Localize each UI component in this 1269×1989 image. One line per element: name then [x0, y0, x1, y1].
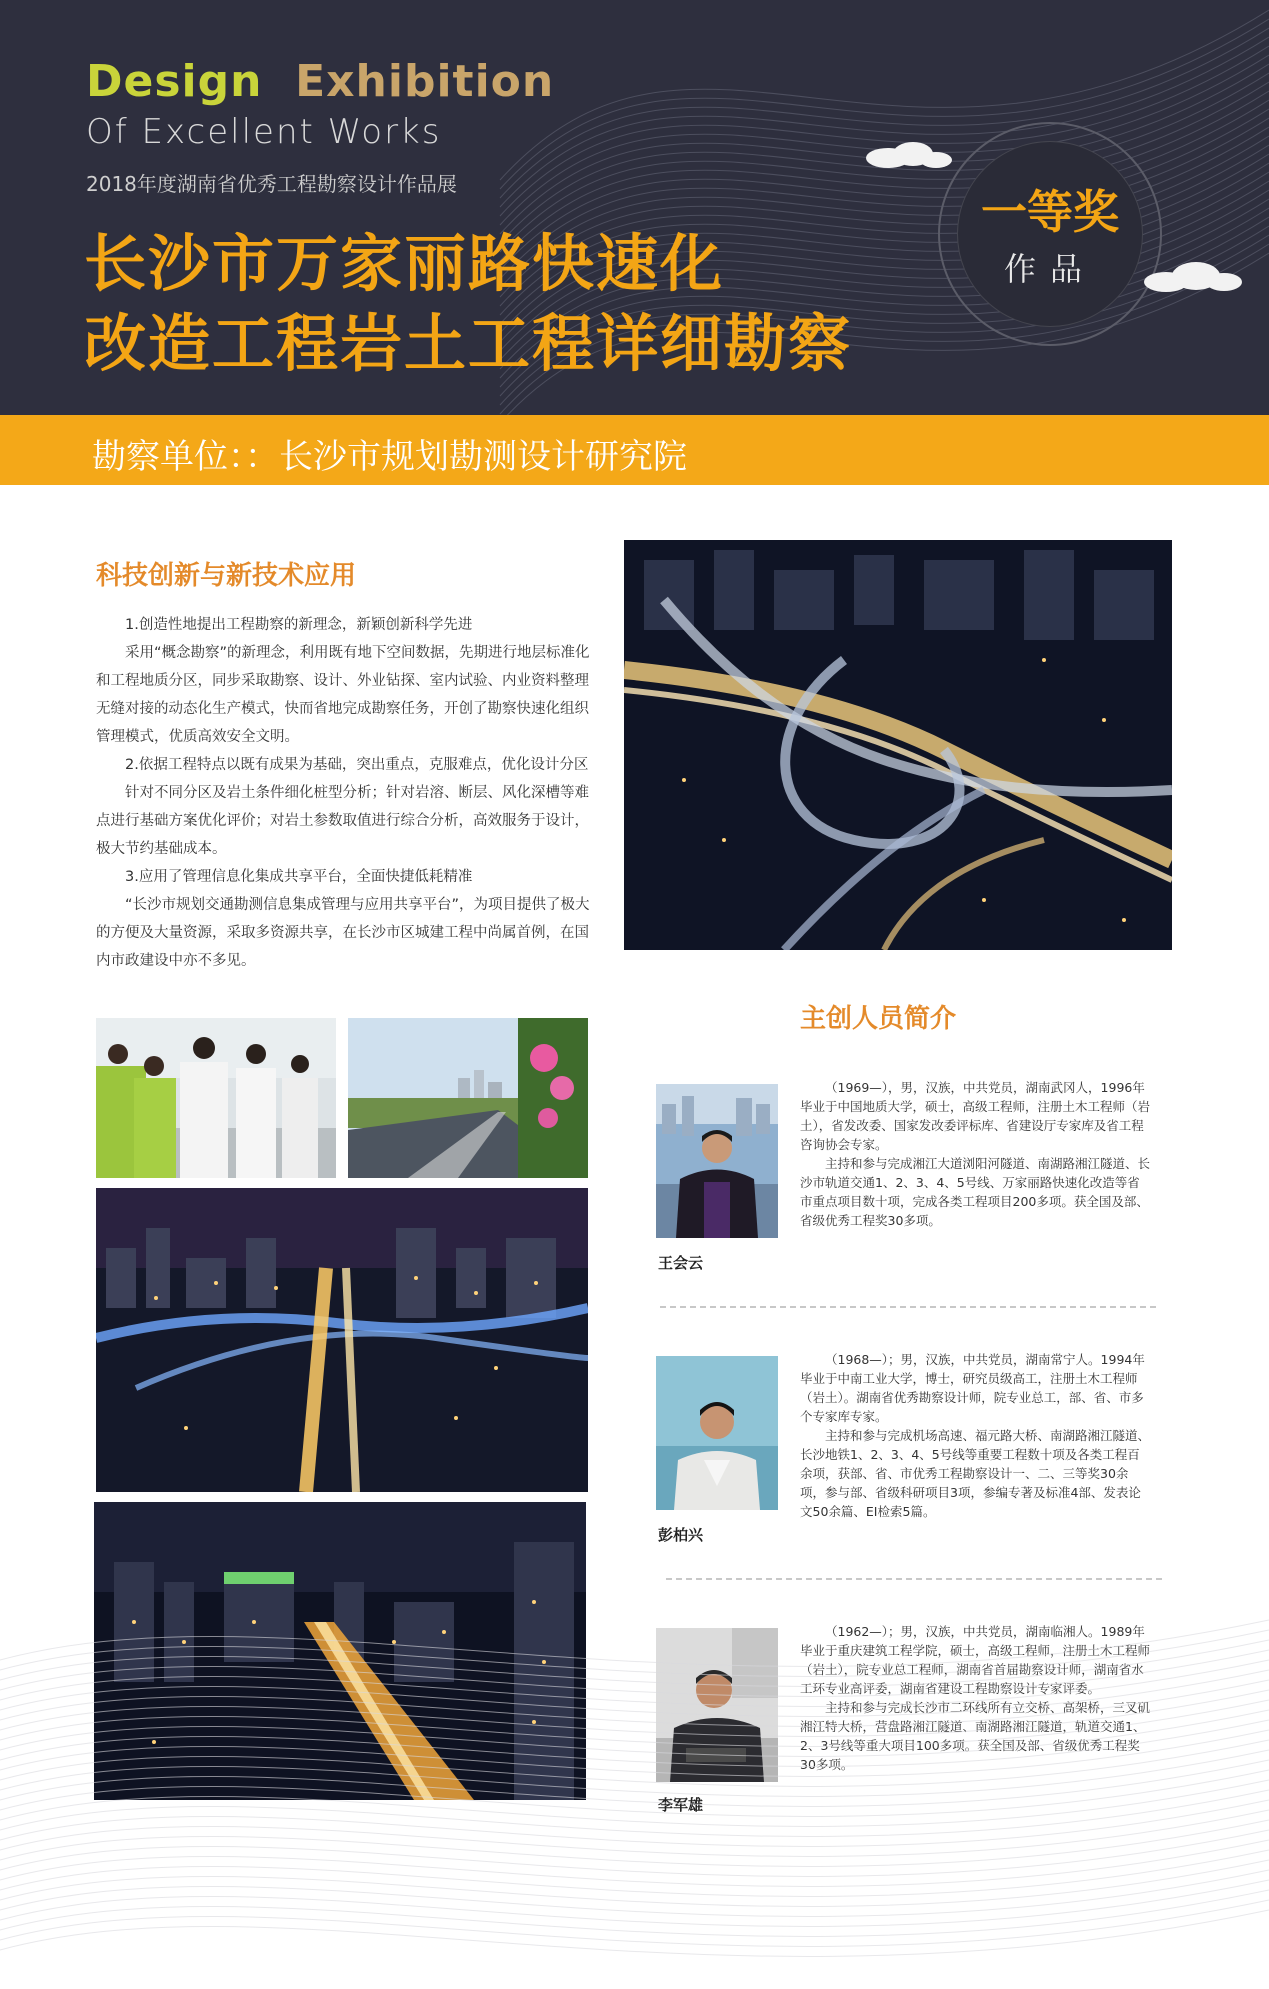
team-section-title: 主创人员简介	[800, 1004, 957, 1034]
photo-night-interchange	[96, 1188, 588, 1492]
bottom-wave-pattern	[0, 1560, 1269, 1989]
title-word-design: Design	[86, 56, 263, 107]
award-title: 一等奖	[981, 185, 1119, 239]
photo-road-daytime	[348, 1018, 588, 1178]
title-english-line1	[86, 56, 554, 107]
photo-site-visit	[96, 1018, 336, 1178]
member-bio-paragraph: （1968—）；男，汉族，中共党员，湖南常宁人。1994年毕业于中南工业大学，博士，研究员级高工，注册土木工程师（岩土）。湖南省优秀勘察设计师，院专业总工，部、省、市多个专家库专家。	[800, 1352, 1145, 1424]
innovation-text	[96, 611, 591, 975]
header-banner	[0, 0, 1269, 415]
title-word-exhibition: Exhibition	[295, 56, 555, 107]
award-badge-inner	[958, 142, 1142, 326]
cloud-icon	[858, 136, 958, 176]
innovation-paragraph: 针对不同分区及岩土条件细化桩型分析；针对岩溶、断层、风化深槽等难点进行基础方案优化评价；对岩土参数取值进行综合分析，高效服务于设计，极大节约基础成本。	[96, 785, 589, 857]
exhibition-subtitle: 2018年度湖南省优秀工程勘察设计作品展	[86, 172, 457, 196]
member-bio-paragraph: 主持和参与完成长沙市二环线所有立交桥、高架桥，三叉矶湘江特大桥，营盘路湘江隧道、南湖路湘江隧道，轨道交通1、2、3号线等重大项目100多项。获全国及部、省级优秀工程奖30多项。	[800, 1700, 1151, 1772]
award-badge	[938, 122, 1162, 346]
photo-aerial-interchange	[624, 540, 1172, 950]
member-bio-2	[800, 1350, 1150, 1521]
member-name-1: 王会云	[658, 1254, 704, 1272]
innovation-paragraph: 2.依据工程特点以既有成果为基础，突出重点，克服难点，优化设计分区	[125, 757, 589, 773]
member-bio-paragraph: （1962—）；男，汉族，中共党员，湖南临湘人。1989年毕业于重庆建筑工程学院，硕士，高级工程师，注册土木工程师（岩土），院专业总工程师，湖南省首届勘察设计师，湖南省水工环专业高评委，湖南省建设工程勘察设计专家评委。	[800, 1624, 1151, 1696]
member-photo-2	[656, 1356, 778, 1510]
member-bio-1	[800, 1078, 1150, 1230]
innovation-section-title: 科技创新与新技术应用	[96, 561, 357, 591]
member-bio-paragraph: （1969—），男，汉族，中共党员，湖南武冈人，1996年毕业于中国地质大学，硕士，高级工程师，注册土木工程师（岩土），省发改委、国家发改委评标库、省建设厅专家库及省工程咨询协会专家。	[800, 1080, 1151, 1152]
project-title-line1: 长沙市万家丽路快速化	[84, 227, 725, 300]
innovation-paragraph: “长沙市规划交通勘测信息集成管理与应用共享平台”，为项目提供了极大的方便及大量资源，采取多资源共享，在长沙市区城建工程中尚属首例，在国内市政建设中亦不多见。	[96, 897, 590, 969]
member-photo-1	[656, 1084, 778, 1238]
member-bio-paragraph: 主持和参与完成湘江大道浏阳河隧道、南湖路湘江隧道、长沙市轨道交通1、2、3、4、5号线、万家丽路快速化改造等省市重点项目数十项，完成各类工程项目200多项。获全国及部、省级优秀工程奖30多项。	[800, 1156, 1151, 1228]
innovation-paragraph: 采用“概念勘察”的新理念，利用既有地下空间数据，先期进行地层标准化和工程地质分区，同步采取勘察、设计、外业钻探、室内试验、内业资料整理无缝对接的动态化生产模式，快而省地完成勘察任务，开创了勘察快速化组织管理模式，优质高效安全文明。	[96, 645, 590, 745]
survey-unit-bar	[0, 415, 1269, 485]
member-name-2: 彭柏兴	[658, 1526, 704, 1544]
title-english-line2: Of Excellent Works	[86, 112, 442, 152]
member-name-3: 李军雄	[658, 1796, 704, 1814]
innovation-paragraph: 3.应用了管理信息化集成共享平台，全面快捷低耗精准	[125, 869, 473, 885]
innovation-paragraph: 1.创造性地提出工程勘察的新理念，新颖创新科学先进	[125, 617, 473, 633]
cloud-icon	[1138, 256, 1248, 300]
survey-unit-text: 勘察单位：：长沙市规划勘测设计研究院	[92, 437, 687, 477]
award-subtitle: 作品	[1003, 250, 1096, 288]
project-title-line2: 改造工程岩土工程详细勘察	[84, 307, 853, 380]
member-bio-paragraph: 主持和参与完成机场高速、福元路大桥、南湖路湘江隧道、长沙地铁1、2、3、4、5号线等重要工程数十项及各类工程百余项，获部、省、市优秀工程勘察设计一、二、三等奖30余项，参与部、省级科研项目3项，参编专著及标准4部、发表论文50余篇、EI检索5篇。	[800, 1428, 1151, 1519]
member-divider	[660, 1306, 1156, 1308]
